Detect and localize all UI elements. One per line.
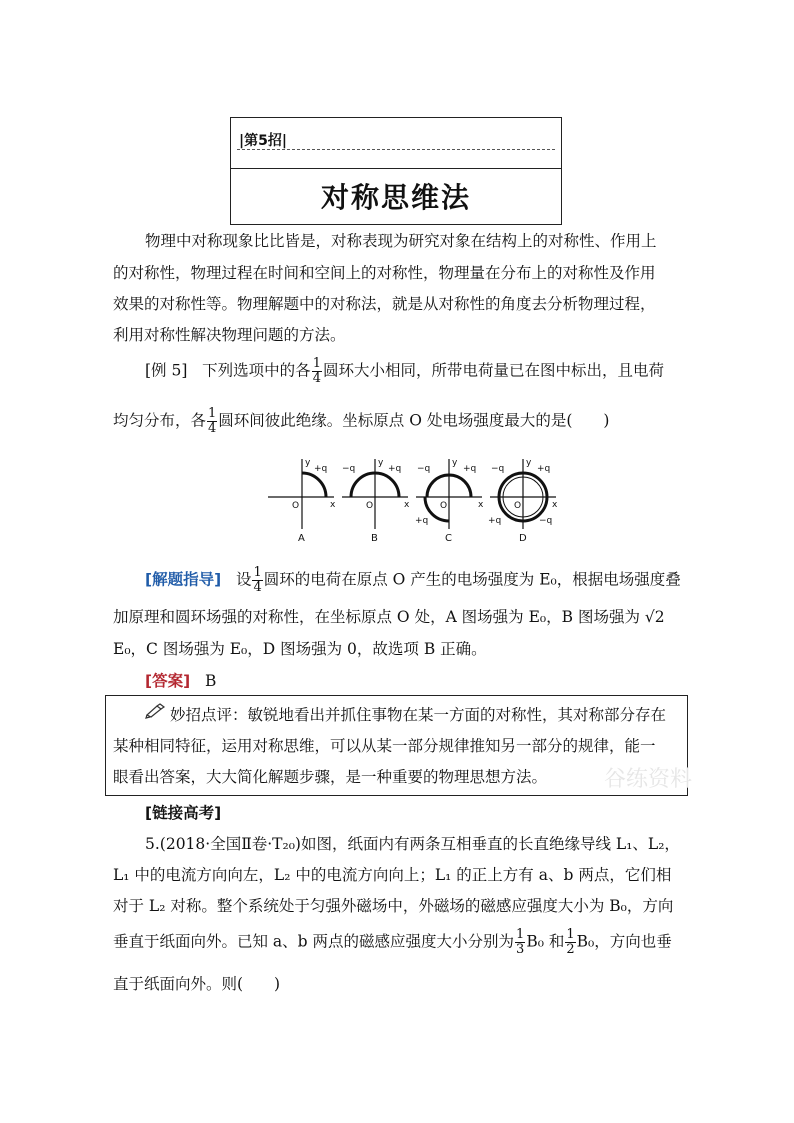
fraction-half: $\frac{1}{2}$	[566, 927, 575, 957]
fraction-quarter-3: $\frac{1}{4}$	[253, 565, 262, 595]
svg-text:x: x	[552, 500, 558, 510]
option-d-label: D	[519, 533, 527, 544]
example-text-1b: 圆环大小相同，所带电荷量已在图中标出，且电荷	[322, 361, 664, 380]
option-a-label: A	[298, 533, 305, 544]
svg-text:O: O	[366, 501, 374, 511]
link-label: [链接高考]	[145, 804, 222, 822]
svg-text:x: x	[330, 500, 336, 510]
tip-line-2: 某种相同特征，运用对称思维，可以从某一部分规律推知另一部分的规律，能一	[113, 737, 656, 755]
example-text-1a: 下列选项中的各	[202, 361, 311, 380]
tip-line-3: 眼看出答案，大大简化解题步骤，是一种重要的物理思想方法。	[113, 768, 548, 786]
svg-text:+q: +q	[463, 464, 477, 474]
option-b-label: B	[371, 533, 378, 544]
svg-text:−q: −q	[491, 464, 505, 474]
method-title-box	[230, 117, 562, 225]
link-line-2: L₁ 中的电流方向向左，L₂ 中的电流方向向上；L₁ 的正上方有 a、b 两点，它们相	[113, 866, 672, 884]
fraction-third: $\frac{1}{3}$	[516, 927, 525, 957]
method-title: 对称思维法	[320, 181, 471, 214]
method-tag: |第5招|	[239, 133, 287, 149]
link-line-4: 垂直于纸面向外。已知 a、b 两点的磁感应强度大小分别为 $\frac{1}{3}$ B₀ 和 $\frac{1}{2}$ B₀，方向也垂	[113, 927, 672, 957]
dashed-divider	[237, 149, 555, 150]
svg-text:−q: −q	[342, 464, 356, 474]
solution-line-2: 加原理和圆环场强的对称性，在坐标原点 O 处，A 图场强为 E₀，B 图场强为 √2	[113, 608, 665, 626]
svg-text:+q: +q	[314, 464, 328, 474]
svg-text:+q: +q	[488, 516, 502, 526]
title-divider	[231, 168, 561, 169]
solution-line-3: E₀，C 图场强为 E₀，D 图场强为 0，故选项 B 正确。	[113, 640, 487, 658]
example-line-1	[145, 357, 664, 386]
fraction-quarter-2: $\frac{1}{4}$	[208, 406, 217, 436]
solution-line-1: [解题指导] 设 $\frac{1}{4}$ 圆环的电荷在原点 O 产生的电场强度为 E₀，根据电场强度叠	[145, 565, 681, 595]
svg-text:O: O	[440, 501, 448, 511]
example-label: [例 5]	[145, 361, 188, 380]
watermark: 谷练资料	[604, 767, 693, 792]
svg-text:O: O	[514, 501, 522, 511]
svg-text:O: O	[292, 501, 300, 511]
svg-text:+q: +q	[388, 464, 402, 474]
svg-text:y: y	[452, 458, 458, 468]
svg-text:+q: +q	[537, 464, 551, 474]
answer-line	[145, 669, 216, 691]
svg-text:y: y	[378, 458, 384, 468]
svg-text:x: x	[478, 500, 484, 510]
svg-text:y: y	[526, 458, 532, 468]
link-line-3: 对于 L₂ 对称。整个系统处于匀强外磁场中，外磁场的磁感应强度大小为 B₀，方向	[113, 897, 674, 915]
fraction-quarter: $\frac{1}{4}$	[312, 356, 321, 386]
intro-line-3: 效果的对称性等。物理解题中的对称法，就是从对称性的角度去分析物理过程，	[113, 295, 656, 313]
svg-text:−q: −q	[539, 516, 553, 526]
svg-text:−q: −q	[417, 464, 431, 474]
option-c-label: C	[445, 533, 452, 544]
svg-text:+q: +q	[415, 516, 429, 526]
answer-label: [答案]	[145, 672, 191, 690]
svg-text:x: x	[404, 500, 410, 510]
answer-value: B	[204, 672, 217, 690]
tip-line-1: 妙招点评：敏锐地看出并抓住事物在某一方面的对称性，其对称部分存在	[170, 706, 667, 724]
link-line-5: 直于纸面向外。则( )	[113, 975, 281, 993]
example-line-2: 均匀分布，各 $\frac{1}{4}$ 圆环间彼此绝缘。坐标原点 O 处电场强度最大的是( )	[113, 406, 610, 436]
intro-line-2: 的对称性，物理过程在时间和空间上的对称性，物理量在分布上的对称性及作用	[113, 264, 656, 282]
link-line-1: 5.(2018·全国Ⅱ卷·T₂₀)如图，纸面内有两条互相垂直的长直绝缘导线 L₁、L₂，	[145, 835, 680, 853]
solution-label: [解题指导]	[145, 570, 222, 589]
svg-text:y: y	[305, 458, 311, 468]
charge-rings-figure	[262, 455, 562, 545]
pencil-hand-icon	[145, 703, 167, 719]
intro-line-1: 物理中对称现象比比皆是，对称表现为研究对象在结构上的对称性、作用上	[145, 232, 657, 250]
intro-line-4: 利用对称性解决物理问题的方法。	[113, 326, 346, 344]
